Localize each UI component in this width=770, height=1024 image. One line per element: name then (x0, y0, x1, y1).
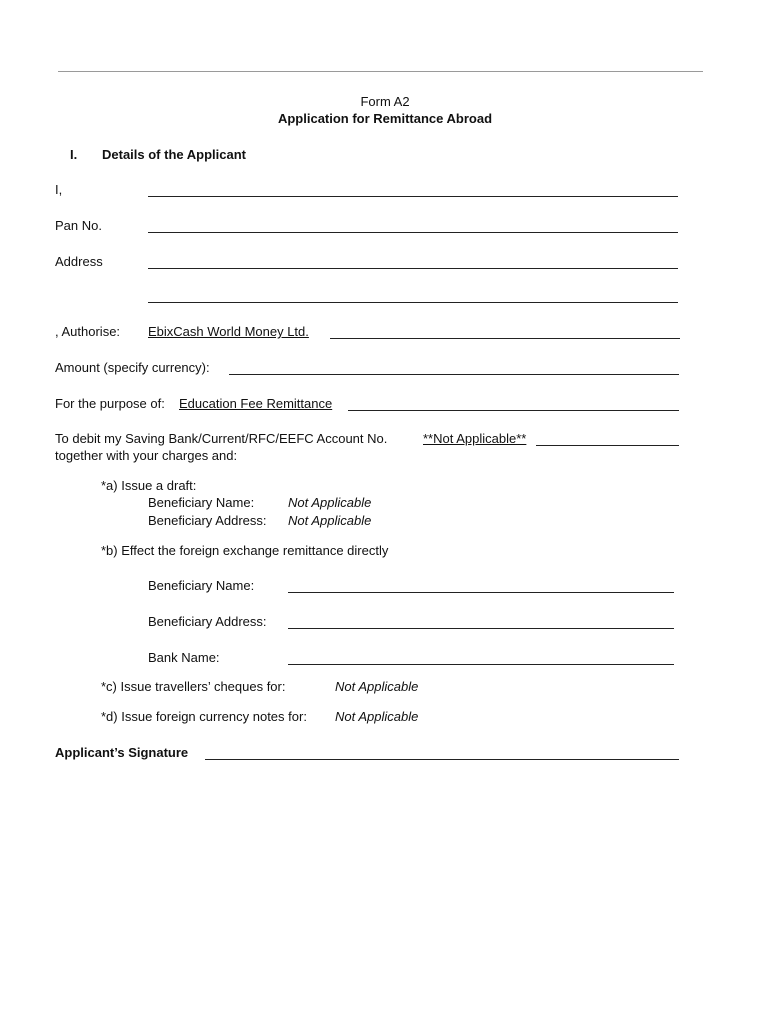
option-a-beneficiary-address-label: Beneficiary Address: (148, 513, 267, 528)
section-number: I. (70, 147, 78, 162)
option-b-beneficiary-address-label: Beneficiary Address: (148, 614, 267, 629)
amount-field[interactable] (229, 374, 679, 375)
option-b-label: *b) Effect the foreign exchange remittance directly (101, 543, 389, 558)
debit-value: **Not Applicable** (423, 431, 527, 446)
signature-field[interactable] (205, 759, 679, 760)
signature-label: Applicant’s Signature (55, 745, 189, 760)
debit-label: To debit my Saving Bank/Current/RFC/EEFC Account No. (55, 431, 388, 446)
option-b-bank-name-field[interactable] (288, 664, 674, 665)
option-a-beneficiary-name-value: Not Applicable (288, 495, 372, 510)
address-label: Address (55, 254, 103, 269)
address-field-line-2[interactable] (148, 302, 678, 303)
option-b-beneficiary-name-label: Beneficiary Name: (148, 578, 255, 593)
authorise-value: EbixCash World Money Ltd. (148, 324, 309, 339)
form-title: Application for Remittance Abroad (277, 111, 493, 126)
purpose-value: Education Fee Remittance (179, 396, 333, 411)
option-c-label: *c) Issue travellers’ cheques for: (101, 679, 286, 694)
address-field-line-1[interactable] (148, 268, 678, 269)
applicant-name-label: I, (55, 182, 63, 197)
option-b-bank-name-label: Bank Name: (148, 650, 220, 665)
amount-label: Amount (specify currency): (55, 360, 210, 375)
option-b-beneficiary-name-field[interactable] (288, 592, 674, 593)
authorise-field[interactable] (330, 338, 680, 339)
debit-account-field[interactable] (536, 445, 679, 446)
pan-field[interactable] (148, 232, 678, 233)
option-c-value: Not Applicable (335, 679, 419, 694)
option-d-value: Not Applicable (335, 709, 419, 724)
purpose-field[interactable] (348, 410, 679, 411)
purpose-label: For the purpose of: (55, 396, 165, 411)
authorise-label: , Authorise: (55, 324, 121, 339)
option-d-label: *d) Issue foreign currency notes for: (101, 709, 307, 724)
pan-label: Pan No. (55, 218, 102, 233)
top-rule (58, 71, 703, 72)
debit-continuation: together with your charges and: (55, 448, 238, 463)
applicant-name-field[interactable] (148, 196, 678, 197)
form-code: Form A2 (360, 94, 410, 109)
option-b-beneficiary-address-field[interactable] (288, 628, 674, 629)
option-a-beneficiary-address-value: Not Applicable (288, 513, 372, 528)
section-heading: Details of the Applicant (102, 147, 246, 162)
option-a-beneficiary-name-label: Beneficiary Name: (148, 495, 255, 510)
option-a-label: *a) Issue a draft: (101, 478, 197, 493)
